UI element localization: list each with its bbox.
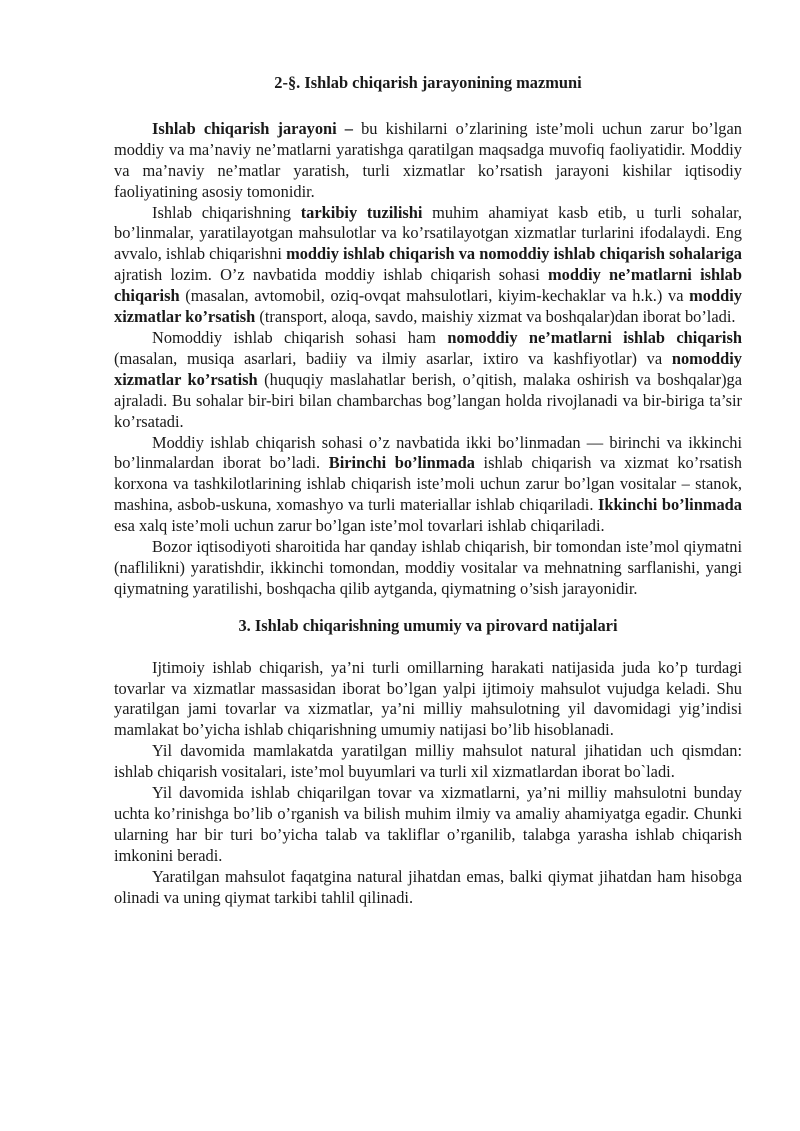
term-nonmaterial-goods-production: nomoddiy ne’matlarni ishlab chiqarish xyxy=(447,327,742,347)
term-first-division: Birinchi bo’linmada xyxy=(328,453,475,473)
paragraph-value-structure xyxy=(114,867,742,909)
term-nonmaterial-services: nomoddiy xizmatlar ko’rsatish xyxy=(114,348,742,389)
text-span: Nomoddiy ishlab chiqarish sohasi ham xyxy=(152,327,448,347)
paragraph-divisions xyxy=(114,433,742,538)
text-span: (masalan, musiqa asarlari, badiiy va ilmiy asarlar, ixtiro va kashfiyotlar) va xyxy=(114,348,672,368)
text-span: (huquqiy maslahatlar berish, o’qitish, malaka oshirish va boshqalar)ga ajraladi. Bu sohalar bir-biri bilan chambarchas bog’langan holda rivojlanadi va bir-biriga ta’sir ko’rsatadi. xyxy=(114,369,742,431)
text-span: Yil davomida mamlakatda yaratilgan milliy mahsulot natural jihatidan uch qismdan: ishlab chiqarish vositalari, iste’mol buyumlari va turli xil xizmatlardan iborat bo`ladi. xyxy=(114,741,742,782)
text-span: bu kishilarni o’zlarining iste’moli uchun zarur bo’lgan moddiy va ma’naviy ne’matlarni yaratishga qaratilgan maqsadga muvofiq faoliyatidir. Moddiy va ma’naviy ne’matlar yaratish, turli xizmatlar ko’rsatish jarayoni kishilar iqtisodiy faoliyatining asosiy tomonidir. xyxy=(114,118,742,201)
term-structure: tarkibiy tuzilishi xyxy=(300,202,423,222)
paragraph-definition xyxy=(114,119,742,203)
section-title-production-process: 2-§. Ishlab chiqarish jarayonining mazmuni xyxy=(274,73,582,92)
text-span: (transport, aloqa, savdo, maishiy xizmat va boshqalar)dan iborat bo’ladi. xyxy=(255,307,736,327)
term-production-process: Ishlab chiqarish jarayoni – xyxy=(152,118,353,138)
text-span: muhim ahamiyat kasb etib, u turli sohalar, bo’linmalar, yaratilayotgan mahsulotlar va ko’rsatilayotgan xizmatlar turlarini ifodalaydi. Eng avvalo, ishlab chiqarishni xyxy=(114,202,743,264)
paragraph-social-production xyxy=(114,658,742,742)
term-material-nonmaterial-spheres: moddiy ishlab chiqarish va nomoddiy ishlab chiqarish sohalariga xyxy=(286,244,742,264)
term-material-services: moddiy xizmatlar ko’rsatish xyxy=(114,286,742,327)
term-second-division: Ikkinchi bo’linmada xyxy=(598,495,742,515)
paragraph-market-economy xyxy=(114,537,742,600)
text-span: Bozor iqtisodiyoti sharoitida har qanday ishlab chiqarish, bir tomondan iste’mol qiymatni (naflilikni) yaratishdir, ikkinchi tomondan, moddiy vositalar va mehnatning sarflanishi, yangi qiymatning yaratilishi, boshqacha qilib aytganda, qiymatning o’sish jarayonidir. xyxy=(114,537,742,598)
paragraph-national-product-parts xyxy=(114,741,742,783)
text-span: Ijtimoiy ishlab chiqarish, ya’ni turli omillarning harakati natijasida juda ko’p turdagi tovarlar va xizmatlar massasidan iborat bo’lgan yalpi ijtimoiy mahsulot vujudga keladi. Shu yaratilgan jami tovarlar va xizmatlar, ya’ni milliy mahsulotning yil davomidagi yig’indisi mamlakat bo’yicha ishlab chiqarishning umumiy natijasi bo’lib hisoblanadi. xyxy=(114,657,742,740)
paragraph-importance xyxy=(114,783,742,867)
term-material-goods-production: moddiy ne’matlarni ishlab chiqarish xyxy=(114,265,742,306)
text-span: Moddiy ishlab chiqarish sohasi o’z navbatida ikki bo’linmadan — birinchi va ikkinchi bo’linmalardan iborat bo’ladi. xyxy=(114,432,742,473)
text-span: Yil davomida ishlab chiqarilgan tovar va xizmatlarni, ya’ni milliy mahsulotni bunday uchta ko’rinishga bo’lib o’rganish va bilish muhim ilmiy va amaliy ahamiyatga egadir. Chunki ularning har bir turi bo’yicha talab va takliflar o’rganilib, talabga yarasha ishlab chiqarish imkonini beradi. xyxy=(114,783,742,865)
paragraph-nonmaterial xyxy=(114,328,742,433)
section-title-production-results: 3. Ishlab chiqarishning umumiy va pirovard natijalari xyxy=(238,615,618,635)
text-span: ishlab chiqarish va xizmat ko’rsatish korxona va tashkilotlarining ishlab chiqarish iste’moli uchun zarur bo’lgan vositalar – stanok, mashina, asbob-uskuna, xomashyo va turli materiallar ishlab chiqariladi. xyxy=(114,453,742,515)
text-span: Ishlab chiqarishning xyxy=(152,202,301,222)
text-span: (masalan, avtomobil, oziq-ovqat mahsulotlari, kiyim-kechaklar va h.k.) va xyxy=(179,286,690,306)
text-span: esa xalq iste’moli uchun zarur bo’lgan iste’mol tovarlari ishlab chiqariladi. xyxy=(114,516,605,536)
document-page xyxy=(114,73,742,909)
paragraph-structure xyxy=(114,203,742,328)
text-span: Yaratilgan mahsulot faqatgina natural jihatdan emas, balki qiymat jihatdan ham hisobga olinadi va uning qiymat tarkibi tahlil qilinadi. xyxy=(114,866,742,907)
text-span: ajratish lozim. O’z navbatida moddiy ishlab chiqarish sohasi xyxy=(114,265,548,285)
